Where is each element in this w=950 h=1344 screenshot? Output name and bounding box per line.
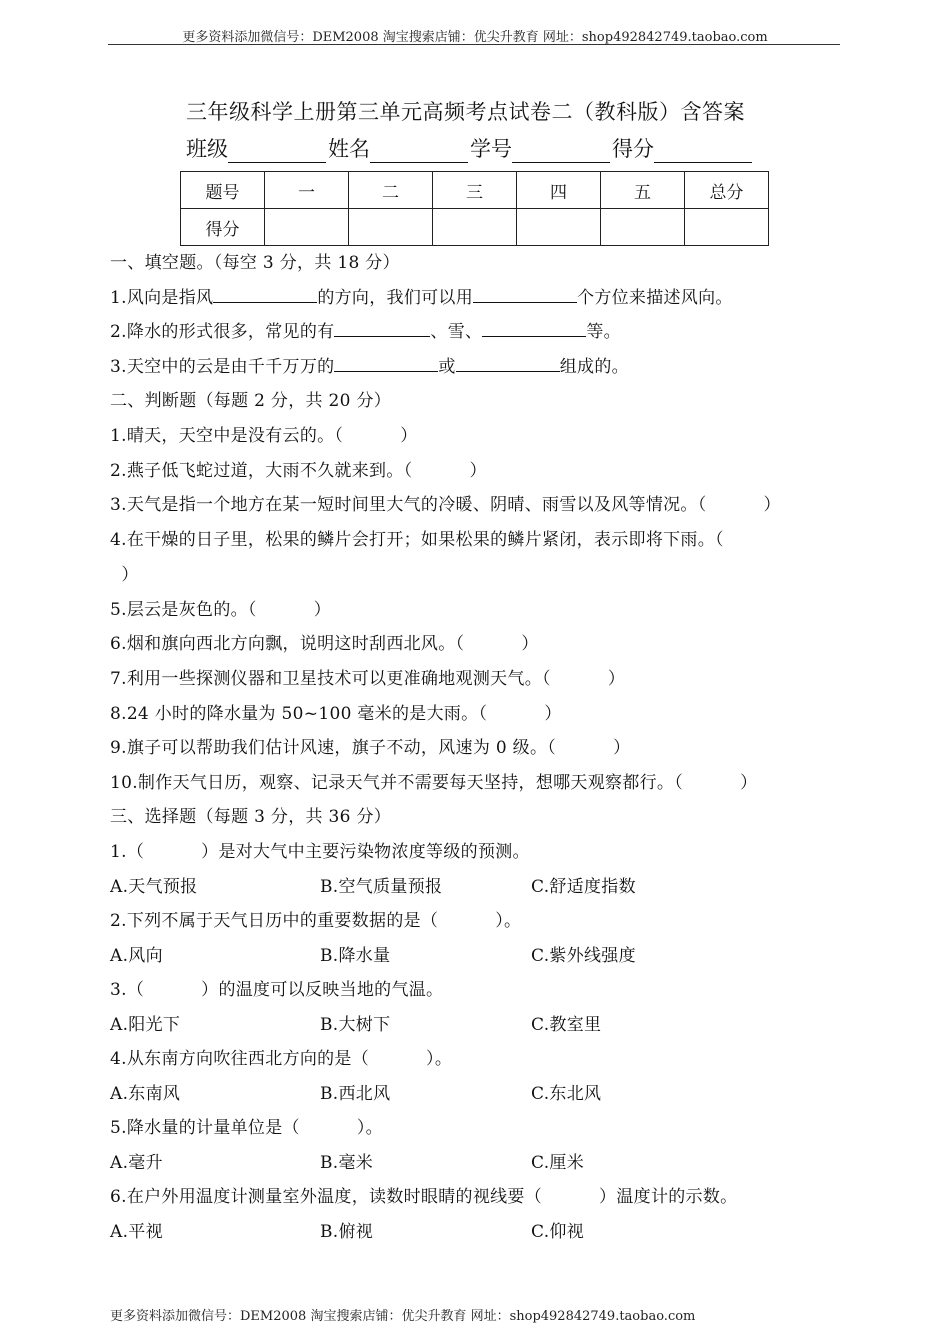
fill-question: [110, 317, 621, 342]
student-number-label: 学号: [470, 137, 512, 161]
option-c[interactable]: C.仰视: [531, 1222, 585, 1242]
question-text: 、雪、: [430, 322, 483, 342]
score-cell[interactable]: [517, 209, 601, 246]
section-heading: 一、填空题。（每空 3 分，共 18 分）: [110, 253, 400, 273]
answer-blank[interactable]: [456, 355, 560, 372]
student-number-blank[interactable]: [512, 142, 610, 163]
judge-question: 9.旗子可以帮助我们估计风速，旗子不动，风速为 0 级。（ ）: [110, 738, 631, 758]
section-heading: 二、判断题（每题 2 分，共 20 分）: [110, 391, 392, 411]
option-a[interactable]: A.东南风: [110, 1084, 181, 1104]
answer-blank[interactable]: [473, 286, 577, 303]
option-b[interactable]: B.毫米: [320, 1153, 374, 1173]
judge-question: 5.层云是灰色的。（ ）: [110, 600, 332, 620]
table-cell: 二: [349, 172, 433, 209]
option-c[interactable]: C.紫外线强度: [531, 946, 636, 966]
fill-question: [110, 283, 733, 308]
page-footer: 更多资料添加微信号：DEM2008 淘宝搜索店铺：优尖升教育 网址：shop492842749.taobao.com: [110, 1309, 696, 1324]
option-a[interactable]: A.天气预报: [110, 877, 198, 897]
option-b[interactable]: B.大树下: [320, 1015, 391, 1035]
option-b[interactable]: B.降水量: [320, 946, 391, 966]
choice-options: [110, 1010, 601, 1035]
question-text: 2.降水的形式很多，常见的有: [110, 322, 335, 342]
name-label: 姓名: [328, 137, 370, 161]
table-cell: 总分: [685, 172, 769, 209]
exam-title: 三年级科学上册第三单元高频考点试卷二（教科版）含答案: [186, 100, 745, 124]
choice-options: [110, 1079, 601, 1104]
judge-question: 6.烟和旗向西北方向飘，说明这时刮西北风。（ ）: [110, 634, 539, 654]
choice-question: 6.在户外用温度计测量室外温度，读数时眼睛的视线要（ ）温度计的示数。: [110, 1187, 738, 1207]
page-header: 更多资料添加微信号：DEM2008 淘宝搜索店铺：优尖升教育 网址：shop492842749.taobao.com: [182, 30, 768, 45]
name-blank[interactable]: [370, 142, 468, 163]
question-text: 或: [438, 357, 456, 377]
score-table-score-row: [181, 209, 769, 246]
score-cell[interactable]: [685, 209, 769, 246]
judge-question: 2.燕子低飞蛇过道，大雨不久就来到。（ ）: [110, 461, 487, 481]
option-b[interactable]: B.俯视: [320, 1222, 374, 1242]
option-a[interactable]: A.风向: [110, 946, 163, 966]
class-blank[interactable]: [228, 142, 326, 163]
class-label: 班级: [186, 137, 228, 161]
judge-question: 1.晴天，天空中是没有云的。（ ）: [110, 426, 418, 446]
option-a[interactable]: A.平视: [110, 1222, 163, 1242]
question-text: 组成的。: [559, 357, 629, 377]
option-a[interactable]: A.毫升: [110, 1153, 163, 1173]
score-cell[interactable]: [601, 209, 685, 246]
table-cell: 三: [433, 172, 517, 209]
choice-options: [110, 1148, 584, 1173]
choice-options: [110, 1217, 584, 1242]
answer-blank[interactable]: [334, 320, 430, 337]
judge-question: 3.天气是指一个地方在某一短时间里大气的冷暖、阴晴、雨雪以及风等情况。（ ）: [110, 495, 781, 515]
student-info-line: [186, 133, 754, 163]
fill-question: [110, 352, 629, 377]
choice-options: [110, 872, 636, 897]
option-c[interactable]: C.厘米: [531, 1153, 585, 1173]
score-cell[interactable]: [433, 209, 517, 246]
table-cell: 题号: [181, 172, 265, 209]
judge-question: 8.24 小时的降水量为 50~100 毫米的是大雨。（ ）: [110, 704, 562, 724]
choice-question: 3.（ ）的温度可以反映当地的气温。: [110, 980, 444, 1000]
question-text: 1.风向是指风: [110, 288, 214, 308]
option-c[interactable]: C.东北风: [531, 1084, 602, 1104]
choice-question: 1.（ ）是对大气中主要污染物浓度等级的预测。: [110, 842, 530, 862]
score-table: [180, 171, 769, 246]
score-cell[interactable]: [349, 209, 433, 246]
question-text: 个方位来描述风向。: [577, 288, 733, 308]
table-cell: 五: [601, 172, 685, 209]
judge-question: 4.在干燥的日子里，松果的鳞片会打开；如果松果的鳞片紧闭，表示即将下雨。（: [110, 530, 724, 550]
option-b[interactable]: B.空气质量预报: [320, 877, 443, 897]
option-c[interactable]: C.舒适度指数: [531, 877, 636, 897]
question-text: 等。: [586, 322, 621, 342]
table-cell: 得分: [181, 209, 265, 246]
option-c[interactable]: C.教室里: [531, 1015, 602, 1035]
answer-blank[interactable]: [334, 355, 438, 372]
question-text: 3.天空中的云是由千千万万的: [110, 357, 335, 377]
judge-question: 10.制作天气日历，观察、记录天气并不需要每天坚持，想哪天观察都行。（ ）: [110, 773, 758, 793]
option-a[interactable]: A.阳光下: [110, 1015, 181, 1035]
table-cell: 四: [517, 172, 601, 209]
table-cell: 一: [265, 172, 349, 209]
option-b[interactable]: B.西北风: [320, 1084, 391, 1104]
header-divider: [108, 44, 840, 45]
judge-question: 7.利用一些探测仪器和卫星技术可以更准确地观测天气。（ ）: [110, 669, 626, 689]
choice-question: 4.从东南方向吹往西北方向的是（ ）。: [110, 1049, 453, 1069]
section-heading: 三、选择题（每题 3 分，共 36 分）: [110, 807, 392, 827]
answer-blank[interactable]: [213, 286, 317, 303]
score-table-header-row: [181, 172, 769, 209]
judge-question-continuation: ）: [110, 565, 139, 585]
score-label: 得分: [612, 137, 654, 161]
answer-blank[interactable]: [482, 320, 586, 337]
choice-question: 2.下列不属于天气日历中的重要数据的是（ ）。: [110, 911, 522, 931]
choice-options: [110, 941, 636, 966]
score-cell[interactable]: [265, 209, 349, 246]
score-blank[interactable]: [654, 142, 752, 163]
question-text: 的方向，我们可以用: [317, 288, 474, 308]
choice-question: 5.降水量的计量单位是（ ）。: [110, 1118, 383, 1138]
